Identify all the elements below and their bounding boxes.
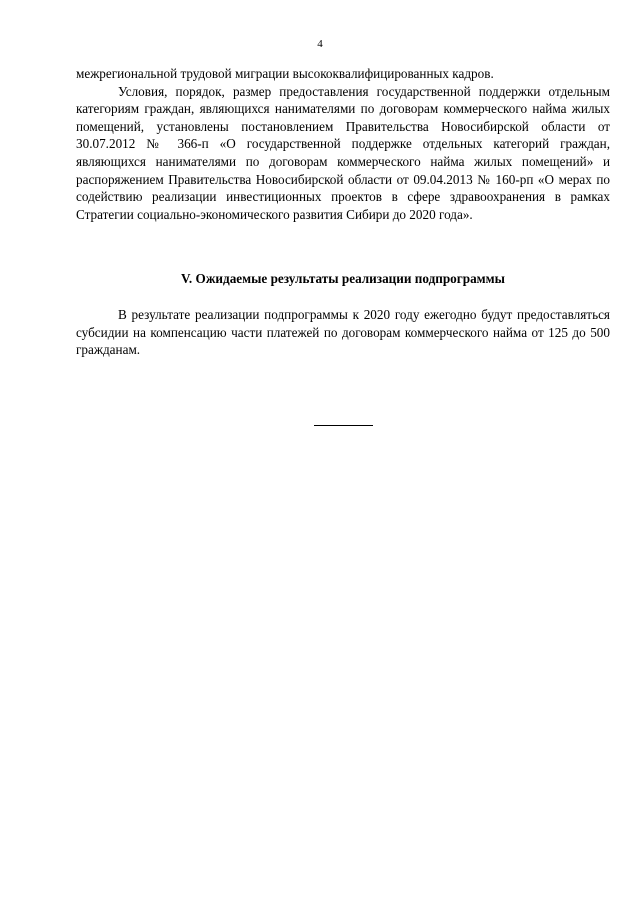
- section-heading: V. Ожидаемые результаты реализации подпрограммы: [181, 271, 505, 286]
- end-of-document-rule: [314, 425, 373, 426]
- paragraph-conditions: Условия, порядок, размер предоставления государственной поддержки отдельным категориям граждан, являющихся нанимателями по договорам коммерческого найма жилых помещений, установлены постановлением Правительства Новосибирской области от 30.07.2012 № 366-п «О государственной поддержке отдельных категорий граждан, являющихся нанимателями по договорам коммерческого найма жилых помещений» и распоряжением Правительства Новосибирской области от 09.04.2013 № 160-рп «О мерах по содействию реализации инвестиционных проектов в сфере здравоохранения в рамках Стратегии социально-экономического развития Сибири до 2020 года».: [76, 83, 610, 222]
- paragraph-results: В результате реализации подпрограммы к 2020 году ежегодно будут предоставляться субсидии на компенсацию части платежей по договорам коммерческого найма от 125 до 500 гражданам.: [76, 307, 610, 358]
- body-text-top: [76, 65, 610, 223]
- page-number: 4: [317, 38, 323, 50]
- paragraph-continuation: межрегиональной трудовой миграции высококвалифицированных кадров.: [76, 66, 494, 81]
- body-text-results: [76, 306, 610, 359]
